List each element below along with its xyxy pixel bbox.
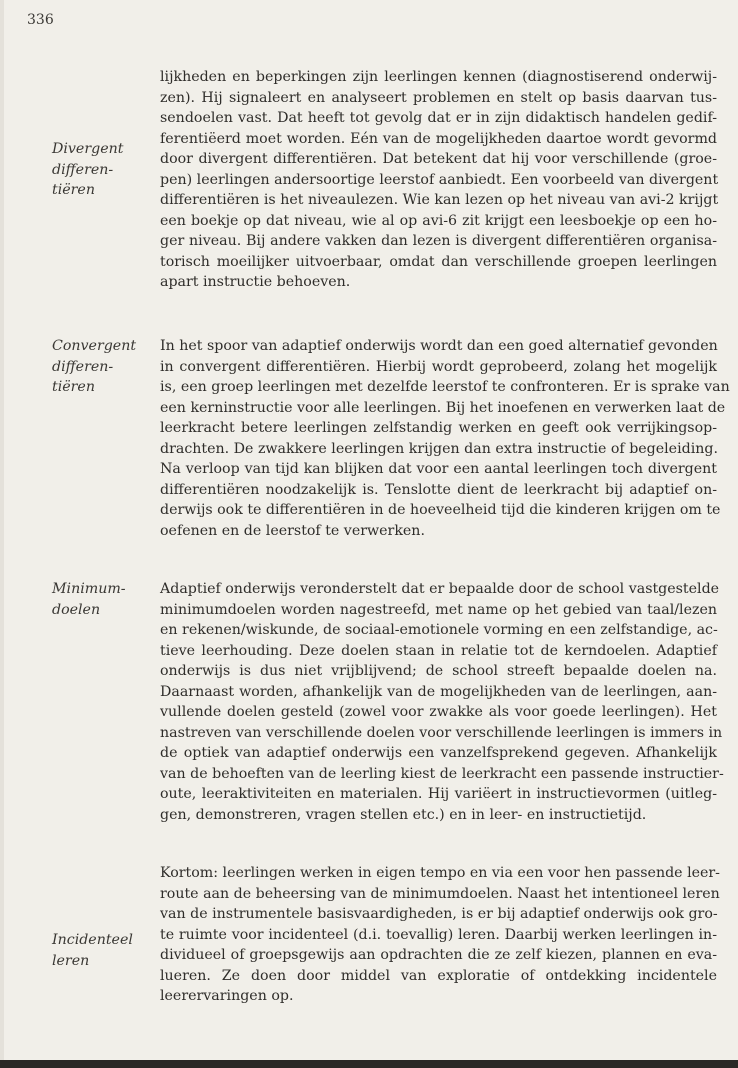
margin-label-line: leren (52, 952, 90, 969)
text-line: lueren. Ze doen door middel van exploratie of ontdekking incidentele (160, 967, 717, 984)
text-line: te ruimte voor incidenteel (d.i. toevallig) leren. Daarbij werken leerlingen in- (160, 926, 717, 943)
margin-label-line: doelen (52, 601, 101, 618)
text-line: van de instrumentele basisvaardigheden, is er bij adaptief onderwijs ook gro- (160, 906, 718, 922)
margin-label-line: Divergent (52, 141, 124, 157)
margin-label-line: Convergent (52, 338, 137, 354)
paragraph-divergent (160, 67, 717, 293)
text-line: oefenen en de leerstof te verwerken. (160, 522, 425, 539)
margin-label-line: differen- (52, 161, 114, 178)
text-line: leerervaringen op. (160, 988, 294, 1004)
text-line: derwijs ook te differentiëren in de hoeveelheid tijd die kinderen krijgen om te (160, 502, 721, 518)
margin-label-line: Incidenteel (52, 932, 133, 948)
text-line: leerkracht betere leerlingen zelfstandig werken en geeft ook verrijkingsop- (160, 420, 717, 436)
text-line: zen). Hij signaleert en analyseert problemen en stelt op basis daarvan tus- (160, 89, 717, 106)
margin-label-convergent (52, 336, 154, 398)
bottom-scan-edge (0, 1060, 738, 1068)
text-line: oute, leeraktiviteiten en materialen. Hij variëert in instructievormen (uitleg- (160, 786, 717, 802)
text-line: route aan de beheersing van de minimumdoelen. Naast het intentioneel leren (160, 885, 720, 902)
text-line: lijkheden en beperkingen zijn leerlingen kennen (diagnostiserend onderwij- (160, 69, 717, 85)
text-line: door divergent differentiëren. Dat betekent dat hij voor verschillende (groe- (160, 151, 717, 167)
text-line: de optiek van adaptief onderwijs een vanzelfsprekend gegeven. Afhankelijk (160, 745, 717, 761)
text-line: in convergent differentiëren. Hierbij wordt geprobeerd, zolang het mogelijk (160, 358, 717, 375)
text-line: gen, demonstreren, vragen stellen etc.) en in leer- en instructietijd. (160, 806, 647, 823)
margin-label-line: differen- (52, 358, 114, 375)
text-line: differentiëren is het niveaulezen. Wie kan lezen op het niveau van avi-2 krijgt (160, 192, 719, 208)
paragraph-minimum (160, 579, 724, 825)
text-line: Daarnaast worden, afhankelijk van de mogelijkheden van de leerlingen, aan- (160, 683, 717, 700)
text-line: van de behoeften van de leerling kiest de leerkracht een passende instructier- (160, 765, 724, 782)
margin-label-line: tiëren (52, 182, 95, 198)
text-line: drachten. De zwakkere leerlingen krijgen dan extra instructie of begeleiding. (160, 440, 718, 457)
text-line: onderwijs is dus niet vrijblijvend; de school streeft bepaalde doelen na. (160, 663, 717, 679)
margin-label-line: tiëren (52, 379, 95, 395)
text-line: apart instructie behoeven. (160, 274, 351, 290)
text-line: is, een groep leerlingen met dezelfde leerstof te confronteren. Er is sprake van (160, 379, 730, 395)
text-line: ferentiëerd moet worden. Eén van de mogelijkheden daartoe wordt gevormd (160, 130, 717, 147)
text-line: torisch moeilijker uitvoerbaar, omdat dan verschillende groepen leerlingen (160, 253, 717, 270)
paragraph-convergent (160, 336, 730, 541)
text-line: tieve leerhouding. Deze doelen staan in relatie tot de kerndoelen. Adaptief (160, 642, 717, 659)
page-edge (0, 0, 4, 1068)
margin-label-minimum (52, 579, 154, 620)
page-number: 336 (27, 12, 54, 28)
text-line: minimumdoelen worden nagestreefd, met name op het gebied van taal/lezen (160, 601, 717, 618)
text-line: Kortom: leerlingen werken in eigen tempo en via een voor hen passende leer- (160, 865, 720, 881)
margin-label-line: Minimum- (52, 581, 126, 597)
text-line: In het spoor van adaptief onderwijs wordt dan een goed alternatief gevonden (160, 338, 718, 354)
margin-label-divergent (52, 139, 154, 201)
text-line: ger niveau. Bij andere vakken dan lezen is divergent differentiëren organisa- (160, 233, 717, 249)
text-line: differentiëren noodzakelijk is. Tenslotte dient de leerkracht bij adaptief on- (160, 481, 717, 498)
text-line: Na verloop van tijd kan blijken dat voor een aantal leerlingen toch divergent (160, 461, 717, 477)
text-line: een kerninstructie voor alle leerlingen. Bij het inoefenen en verwerken laat de (160, 399, 726, 416)
text-line: vullende doelen gesteld (zowel voor zwakke als voor goede leerlingen). Het (160, 704, 717, 720)
margin-label-incidental (52, 930, 154, 971)
text-line: nastreven van verschillende doelen voor verschillende leerlingen is immers in (160, 724, 723, 741)
text-line: dividueel of groepsgewijs aan opdrachten die ze zelf kiezen, plannen en eva- (160, 947, 717, 963)
text-line: sendoelen vast. Dat heeft tot gevolg dat er in zijn didaktisch handelen gedif- (160, 110, 717, 126)
paragraph-kortom (160, 863, 720, 1007)
text-line: Adaptief onderwijs veronderstelt dat er bepaalde door de school vastgestelde (160, 581, 720, 597)
text-line: een boekje op dat niveau, wie al op avi-6 zit krijgt een leesboekje op een ho- (160, 212, 717, 229)
text-line: en rekenen/wiskunde, de sociaal-emotionele vorming en een zelfstandige, ac- (160, 622, 718, 638)
text-line: pen) leerlingen andersoortige leerstof aanbiedt. Een voorbeeld van divergent (160, 171, 719, 188)
